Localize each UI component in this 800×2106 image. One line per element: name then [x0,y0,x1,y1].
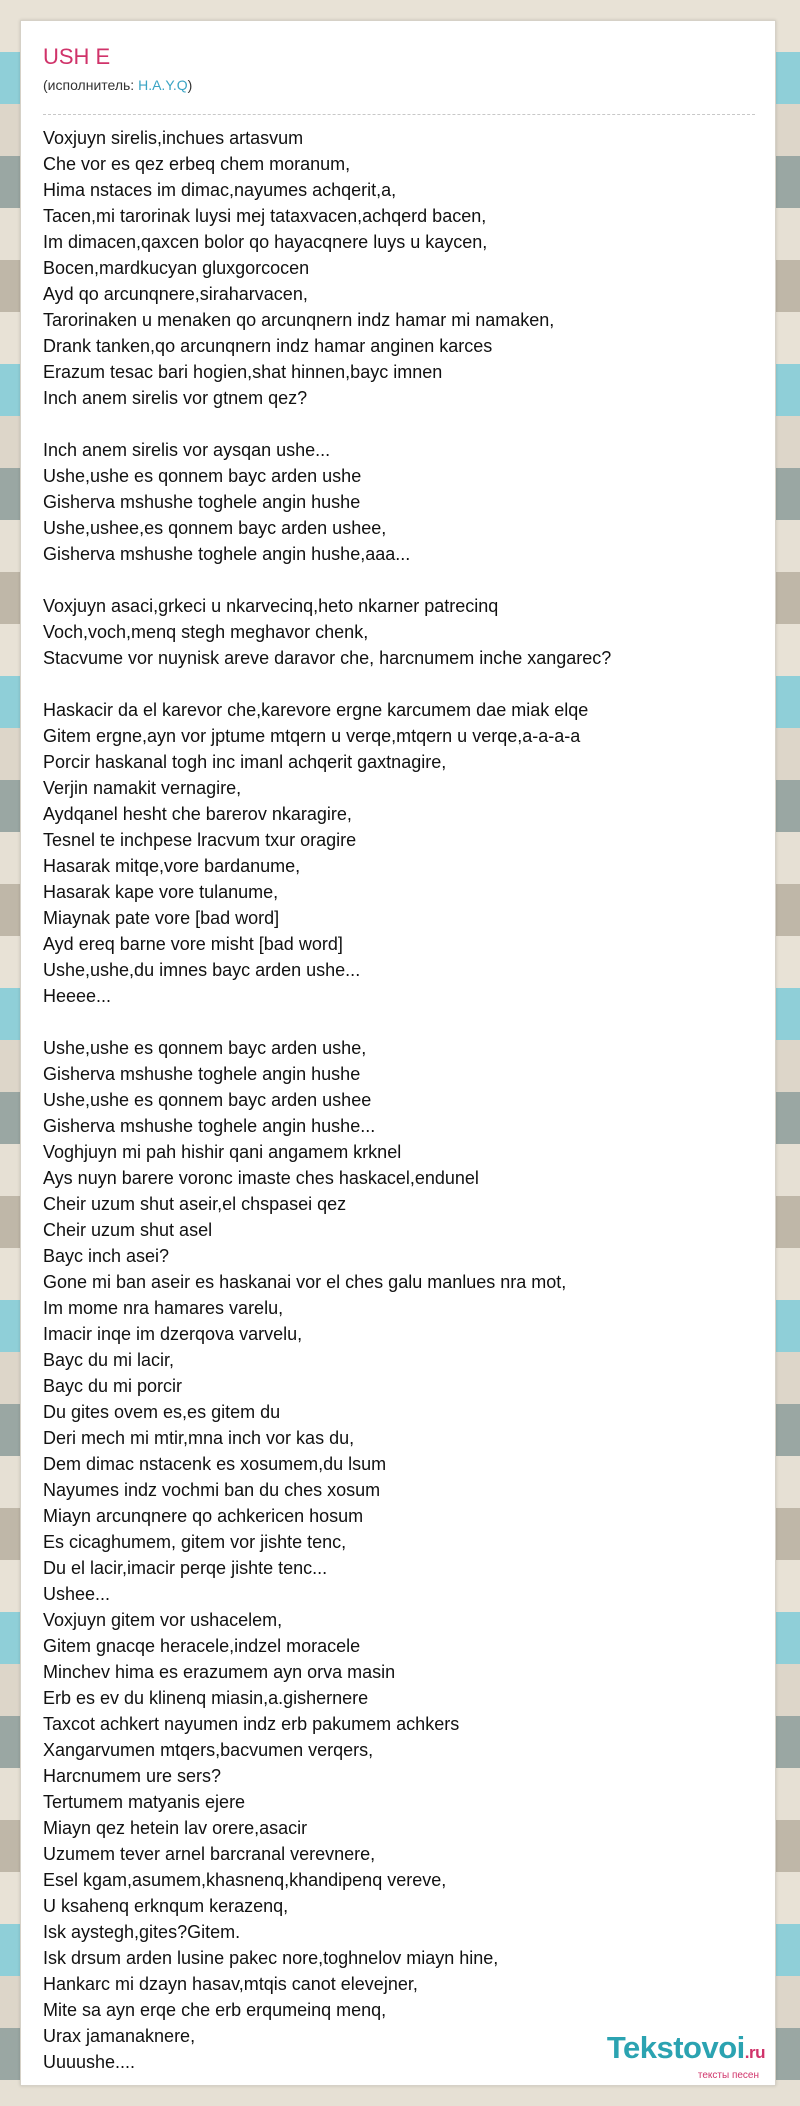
lyric-line: Ayd qo arcunqnere,siraharvacen, [43,284,308,304]
lyric-line: Du gites ovem es,es gitem du [43,1402,281,1422]
lyric-line: Bayc inch asei? [43,1246,170,1266]
lyric-line: Voch,voch,menq stegh meghavor chenk, [43,622,369,642]
lyric-line: Urax jamanaknere, [43,2026,196,2046]
logo-name: Tekstovoi [606,2030,745,2065]
lyric-line: Im dimacen,qaxcen bolor qo hayacqnere luys u kaycen, [43,232,488,252]
lyric-line: Du el lacir,imacir perqe jishte tenc... [43,1558,328,1578]
lyric-line: Ayd ereq barne vore misht [bad word] [43,934,343,954]
lyric-line: Ushe,ushe es qonnem bayc arden ushee [43,1090,372,1110]
lyric-line: Gisherva mshushe toghele angin hushe... [43,1116,376,1136]
lyric-line: Esel kgam,asumem,khasnenq,khandipenq vereve, [43,1870,447,1890]
lyric-line: Uzumem tever arnel barcranal verevnere, [43,1844,376,1864]
performer-prefix: (исполнитель: [43,77,139,93]
lyric-line: Ushee... [43,1584,111,1604]
lyric-line: Erazum tesac bari hogien,shat hinnen,bayc imnen [43,362,443,382]
artist-link[interactable]: H.A.Y.Q [138,77,188,93]
lyric-line: Verjin namakit vernagire, [43,778,242,798]
lyric-line: Gisherva mshushe toghele angin hushe,aaa... [43,544,411,564]
lyric-line: Hima nstaces im dimac,nayumes achqerit,a, [43,180,397,200]
song-header [43,43,755,115]
stanza-gap [43,1009,755,1035]
lyric-line: Es cicaghumem, gitem vor jishte tenc, [43,1532,347,1552]
lyric-line: Imacir inqe im dzerqova varvelu, [43,1324,303,1344]
logo-tagline: тексты песен [697,2070,759,2081]
performer-suffix: ) [187,77,193,93]
lyric-line: Aydqanel hesht che barerov nkaragire, [43,804,352,824]
lyric-line: Gitem gnacqe heracele,indzel moracele [43,1636,361,1656]
stanza-gap [43,671,755,697]
lyric-line: Taxcot achkert nayumen indz erb pakumem achkers [43,1714,460,1734]
lyric-line: Porcir haskanal togh inc imanl achqerit gaxtnagire, [43,752,447,772]
lyric-line: Inch anem sirelis vor gtnem qez? [43,388,308,408]
logo-tld: .ru [744,2043,765,2062]
lyric-line: Nayumes indz vochmi ban du ches xosum [43,1480,381,1500]
lyric-line: Gisherva mshushe toghele angin hushe [43,492,361,512]
lyric-line: Ays nuyn barere voronc imaste ches haskacel,endunel [43,1168,479,1188]
lyric-line: Deri mech mi mtir,mna inch vor kas du, [43,1428,355,1448]
lyric-line: Hankarc mi dzayn hasav,mtqis canot elevejner, [43,1974,418,1994]
lyric-line: Bocen,mardkucyan gluxgorcocen [43,258,310,278]
lyric-line: Gisherva mshushe toghele angin hushe [43,1064,361,1084]
lyric-line: Uuuushe.... [43,2052,136,2072]
lyric-line: Cheir uzum shut asel [43,1220,213,1240]
lyric-line: Voghjuyn mi pah hishir qani angamem krknel [43,1142,402,1162]
lyric-line: Miayn qez hetein lav orere,asacir [43,1818,308,1838]
lyric-line: Ushe,ushe es qonnem bayc arden ushe [43,466,362,486]
lyric-line: Tertumem matyanis ejere [43,1792,246,1812]
lyric-line: Cheir uzum shut aseir,el chspasei qez [43,1194,347,1214]
lyric-line: Gone mi ban aseir es haskanai vor el ches galu manlues nra mot, [43,1272,567,1292]
lyric-line: Bayc du mi porcir [43,1376,183,1396]
logo-wordmark [555,2031,765,2070]
stanza-gap [43,411,755,437]
lyric-line: Voxjuyn gitem vor ushacelem, [43,1610,283,1630]
lyric-line: Miaynak pate vore [bad word] [43,908,280,928]
lyric-line: Xangarvumen mtqers,bacvumen verqers, [43,1740,374,1760]
lyric-line: Inch anem sirelis vor aysqan ushe... [43,440,331,460]
lyric-line: Isk aystegh,gites?Gitem. [43,1922,241,1942]
lyric-line: Mite sa ayn erqe che erb erqumeinq menq, [43,2000,387,2020]
lyric-line: Bayc du mi lacir, [43,1350,175,1370]
lyric-line: Haskacir da el karevor che,karevore ergne karcumem dae miak elqe [43,700,589,720]
lyric-line: Dem dimac nstacenk es xosumem,du lsum [43,1454,387,1474]
song-title: USH E [43,44,111,69]
lyric-line: Erb es ev du klinenq miasin,a.gishernere [43,1688,369,1708]
lyric-line: Tarorinaken u menaken qo arcunqnern indz hamar mi namaken, [43,310,555,330]
lyric-line: Tesnel te inchpese lracvum txur oragire [43,830,357,850]
lyric-line: U ksahenq erknqum kerazenq, [43,1896,289,1916]
lyric-line: Hasarak kape vore tulanume, [43,882,279,902]
lyric-line: Ushe,ushe es qonnem bayc arden ushe, [43,1038,367,1058]
lyric-line: Gitem ergne,ayn vor jptume mtqern u verqe,mtqern u verqe,a-a-a-a [43,726,581,746]
lyric-line: Voxjuyn asaci,grkeci u nkarvecinq,heto nkarner patrecinq [43,596,499,616]
lyric-line: Che vor es qez erbeq chem moranum, [43,154,351,174]
lyric-line: Drank tanken,qo arcunqnern indz hamar anginen karces [43,336,493,356]
lyric-line: Miayn arcunqnere qo achkericen hosum [43,1506,364,1526]
lyric-line: Heeee... [43,986,112,1006]
site-logo[interactable] [555,2031,765,2079]
lyric-line: Isk drsum arden lusine pakec nore,toghnelov miayn hine, [43,1948,499,1968]
lyrics-text [43,125,755,2075]
lyric-line: Im mome nra hamares varelu, [43,1298,284,1318]
lyric-line: Tacen,mi tarorinak luysi mej tataxvacen,achqerd bacen, [43,206,487,226]
lyric-line: Ushe,ushe,du imnes bayc arden ushe... [43,960,361,980]
stanza-gap [43,567,755,593]
lyric-line: Stacvume vor nuynisk areve daravor che, harcnumem inche xangarec? [43,648,612,668]
lyric-line: Minchev hima es erazumem ayn orva masin [43,1662,396,1682]
lyric-line: Ushe,ushee,es qonnem bayc arden ushee, [43,518,387,538]
lyric-line: Voxjuyn sirelis,inchues artasvum [43,128,304,148]
performer-line [43,76,192,94]
lyric-line: Hasarak mitqe,vore bardanume, [43,856,301,876]
lyrics-card [20,20,776,2086]
lyric-line: Harcnumem ure sers? [43,1766,222,1786]
